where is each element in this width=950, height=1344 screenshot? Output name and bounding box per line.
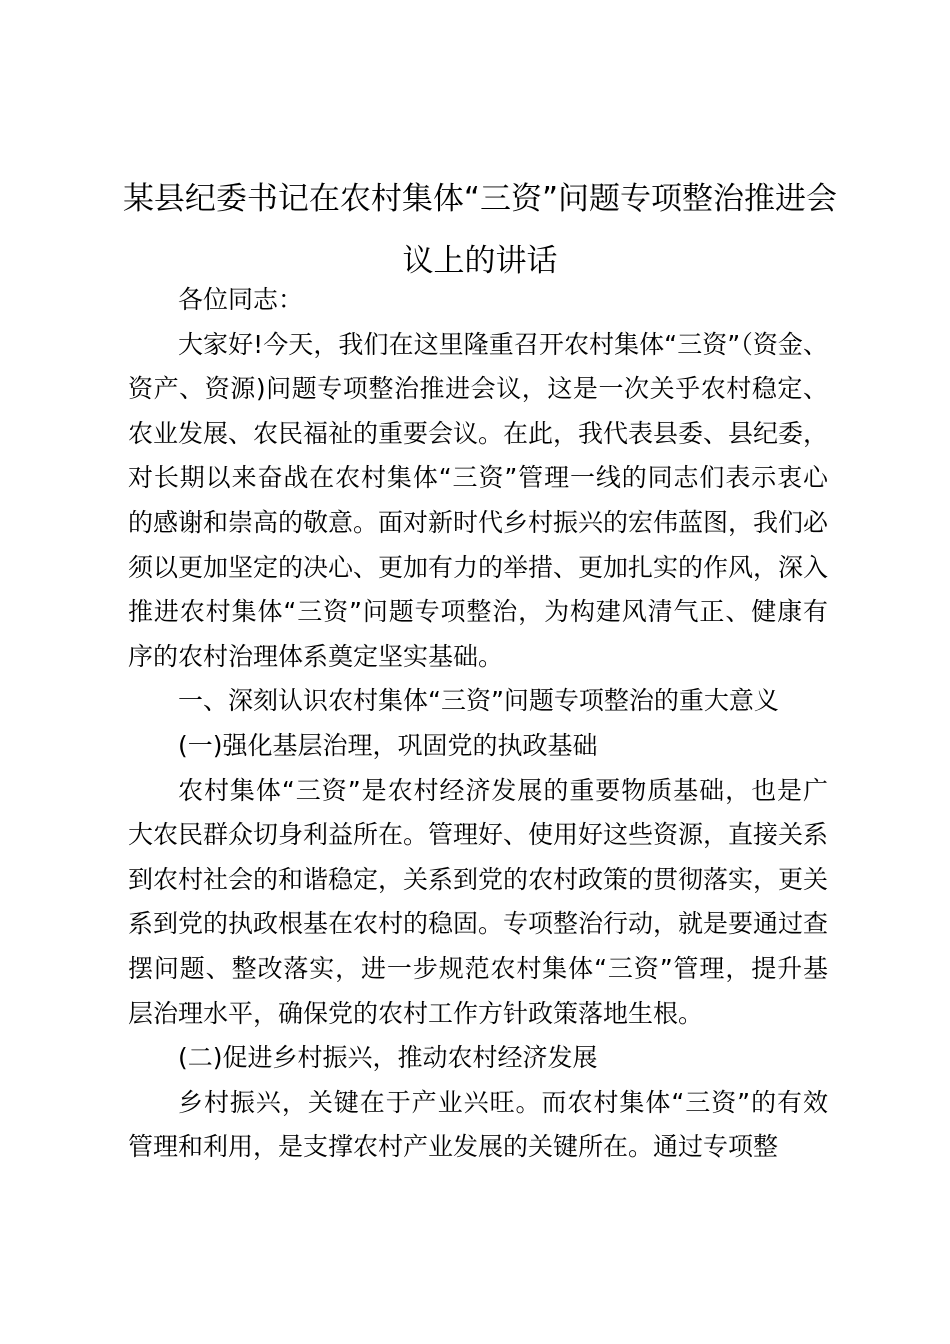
- subsection-heading-1: (一)强化基层治理，巩固党的执政基础: [178, 730, 598, 760]
- intro-paragraph: 大家好!今天，我们在这里隆重召开农村集体“三资”（资金、资产、资源)问题专项整治推进会议，这是一次关乎农村稳定、农业发展、农民福祉的重要会议。在此，我代表县委、县纪委，对长期以来奋战在农村集体“三资”管理一线的同志们表示衷心的感谢和崇高的敬意。面对新时代乡村振兴的宏伟蓝图，我们必须以更加坚定的决心、更加有力的举措、更加扎实的作风，深入推进农村集体“三资”问题专项整治，为构建风清气正、健康有序的农村治理体系奠定坚实基础。: [128, 329, 829, 671]
- section-heading-1: 一、深刻认识农村集体“三资”问题专项整治的重大意义: [178, 686, 779, 716]
- subsection-paragraph-1: 农村集体“三资”是农村经济发展的重要物质基础，也是广大农民群众切身利益所在。管理好、使用好这些资源，直接关系到农村社会的和谐稳定，关系到党的农村政策的贯彻落实，更关系到党的执政根基在农村的稳固。专项整治行动，就是要通过查摆问题、整改落实，进一步规范农村集体“三资”管理，提升基层治理水平，确保党的农村工作方针政策落地生根。: [128, 775, 829, 1028]
- document-title: 某县纪委书记在农村集体“三资”问题专项整治推进会议上的讲话: [122, 181, 838, 279]
- subsection-heading-2: (二)促进乡村振兴，推动农村经济发展: [178, 1043, 598, 1073]
- subsection-paragraph-2: 乡村振兴，关键在于产业兴旺。而农村集体“三资”的有效管理和利用，是支撑农村产业发展的关键所在。通过专项整: [128, 1087, 828, 1162]
- document-body: [128, 278, 828, 1170]
- greeting: 各位同志：: [178, 285, 304, 314]
